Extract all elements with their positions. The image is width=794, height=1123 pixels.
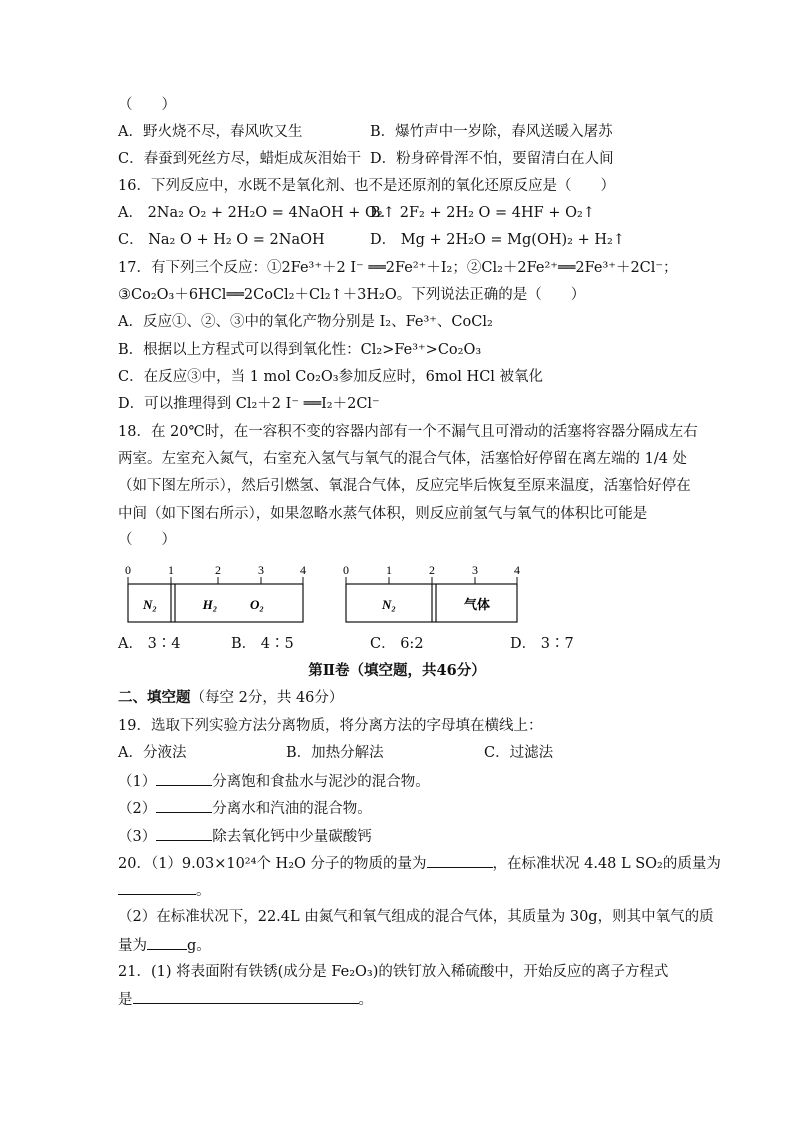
q16-stem: 16．下列反应中，水既不是氧化剂、也不是还原剂的氧化还原反应是（ ） — [118, 178, 615, 194]
q15-option-b: B．爆竹声中一岁除，春风送暖入屠苏 — [370, 124, 613, 140]
q19-sub1 — [118, 771, 430, 792]
q20-line4-a: 量为 — [118, 938, 147, 954]
q20-line4 — [118, 935, 211, 956]
q16-option-a: A． 2Na₂ O₂ + 2H₂O = 4NaOH + O₂↑ — [118, 205, 395, 221]
q19-stem: 19．选取下列实验方法分离物质，将分离方法的字母填在横线上： — [118, 718, 543, 734]
q20-line2-end: 。 — [196, 883, 211, 899]
left-tick-4: 4 — [300, 563, 306, 577]
q19-option-c: C．过滤法 — [484, 745, 554, 761]
q17-option-c: C．在反应③中，当 1 mol Co₂O₃参加反应时，6mol HCl 被氧化 — [118, 369, 544, 385]
q16-option-c: C． Na₂ O + H₂ O = 2NaOH — [118, 232, 325, 248]
q19-sub1-num: （1） — [118, 774, 157, 790]
q19-option-a: A．分液法 — [118, 745, 187, 761]
q17-stem-line2: ③Co₂O₃＋6HCl══2CoCl₂＋Cl₂↑＋3H₂O。下列说法正确的是（ ） — [118, 287, 586, 303]
q21-equation-blank[interactable] — [133, 989, 359, 1004]
q20-line1-a: 20．（1）9.03×10²⁴个 H₂O 分子的物质的量为 — [118, 856, 427, 872]
left-tick-2: 2 — [215, 563, 221, 577]
q15-option-a: A．野火烧不尽，春风吹又生 — [118, 124, 303, 140]
q19-sub3-num: （3） — [118, 829, 157, 845]
right-tick-3: 3 — [472, 563, 478, 577]
q21-line2 — [118, 989, 373, 1010]
q19-sub3-text: 除去氧化钙中少量碳酸钙 — [212, 829, 372, 845]
left-h2-label: H₂ — [202, 597, 218, 612]
q18-option-c: C． 6:2 — [370, 636, 424, 652]
section2-heading-bold: 二、填空题 — [118, 689, 191, 706]
q18-option-d: D． 3∶7 — [510, 636, 574, 652]
q18-paren: （ ） — [118, 532, 176, 548]
q15-paren: （ ） — [118, 97, 176, 113]
section2-title: 第Ⅱ卷（填空题，共46分） — [308, 662, 486, 679]
right-tick-4: 4 — [514, 563, 520, 577]
q17-stem-line1: 17．有下列三个反应：①2Fe³⁺＋2 I⁻ ══2Fe²⁺＋I₂；②Cl₂＋2Fe²⁺══2Fe³⁺＋2Cl⁻； — [118, 260, 678, 276]
q19-sub3-answer-blank[interactable] — [156, 826, 212, 841]
left-tick-0: 0 — [125, 563, 131, 577]
q18-stem-line2: 两室。左室充入氮气，右室充入氢气与氧气的混合气体，活塞恰好停留在离左端的 1/4 处 — [118, 451, 688, 467]
section2-heading — [118, 688, 343, 708]
q19-sub2-answer-blank[interactable] — [156, 798, 212, 813]
right-tick-2: 2 — [429, 563, 435, 577]
piston-diagram — [0, 560, 794, 630]
q20-line4-b: g。 — [187, 938, 211, 954]
q17-option-a: A．反应①、②、③中的氧化产物分别是 I₂、Fe³⁺、CoCl₂ — [118, 314, 493, 330]
q18-option-b: B． 4∶5 — [231, 636, 294, 652]
q20-line1-b: ，在标准状况 4.48 L SO₂的质量为 — [492, 856, 721, 872]
q19-option-b: B．加热分解法 — [286, 745, 384, 761]
q20-oxygen-mass-blank[interactable] — [147, 935, 187, 950]
q16-option-b: B． 2F₂ + 2H₂ O = 4HF + O₂↑ — [370, 205, 595, 221]
q17-option-d: D．可以推理得到 Cl₂＋2 I⁻ ══I₂＋2Cl⁻ — [118, 396, 380, 412]
q16-option-d: D． Mg + 2H₂O = Mg(OH)₂ + H₂↑ — [370, 232, 625, 248]
right-gas-label: 气体 — [463, 597, 491, 612]
q19-sub1-answer-blank[interactable] — [156, 771, 212, 786]
left-tick-1: 1 — [168, 563, 174, 577]
q21-line1: 21．(1) 将表面附有铁锈(成分是 Fe₂O₃)的铁钉放入稀硫酸中，开始反应的离子方程式 — [118, 964, 669, 980]
q20-line1 — [118, 853, 721, 874]
q18-stem-line3: （如下图左所示），然后引燃氢、氧混合气体，反应完毕后恢复至原来温度，活塞恰好停在 — [118, 478, 691, 494]
section2-heading-rest: （每空 2分，共 46分） — [190, 690, 344, 706]
q18-option-a: A． 3∶4 — [118, 636, 181, 652]
q20-line2 — [118, 880, 211, 901]
left-n2-label: N₂ — [143, 597, 157, 612]
left-o2-label: O₂ — [250, 597, 264, 612]
q18-stem-line1: 18．在 20℃时，在一容积不变的容器内部有一个不漏气且可滑动的活塞将容器分隔成左右 — [118, 424, 698, 440]
q19-sub3 — [118, 826, 372, 847]
q17-option-b: B．根据以上方程式可以得到氧化性：Cl₂>Fe³⁺>Co₂O₃ — [118, 342, 482, 358]
q19-sub1-text: 分离饱和食盐水与泥沙的混合物。 — [212, 774, 430, 790]
q21-line2-b: 。 — [358, 992, 373, 1008]
right-n2-label: N₂ — [382, 597, 396, 612]
q19-sub2-text: 分离水和汽油的混合物。 — [212, 801, 372, 817]
q20-mass-blank[interactable] — [118, 880, 196, 895]
q19-sub2-num: （2） — [118, 801, 157, 817]
q18-stem-line4: 中间（如下图右所示），如果忽略水蒸气体积，则反应前氢气与氧气的体积比可能是 — [118, 506, 648, 522]
q21-line2-a: 是 — [118, 992, 133, 1008]
right-tick-1: 1 — [386, 563, 392, 577]
right-tick-0: 0 — [343, 563, 349, 577]
q15-option-d: D．粉身碎骨浑不怕，要留清白在人间 — [370, 151, 614, 167]
q19-sub2 — [118, 798, 372, 819]
q20-line3: （2）在标准状况下，22.4L 由氮气和氧气组成的混合气体，其质量为 30g，则其中氧气的质 — [118, 909, 714, 925]
left-tick-3: 3 — [258, 563, 264, 577]
q15-option-c: C．春蚕到死丝方尽，蜡炬成灰泪始干 — [118, 151, 362, 167]
q20-moles-blank[interactable] — [427, 853, 493, 868]
